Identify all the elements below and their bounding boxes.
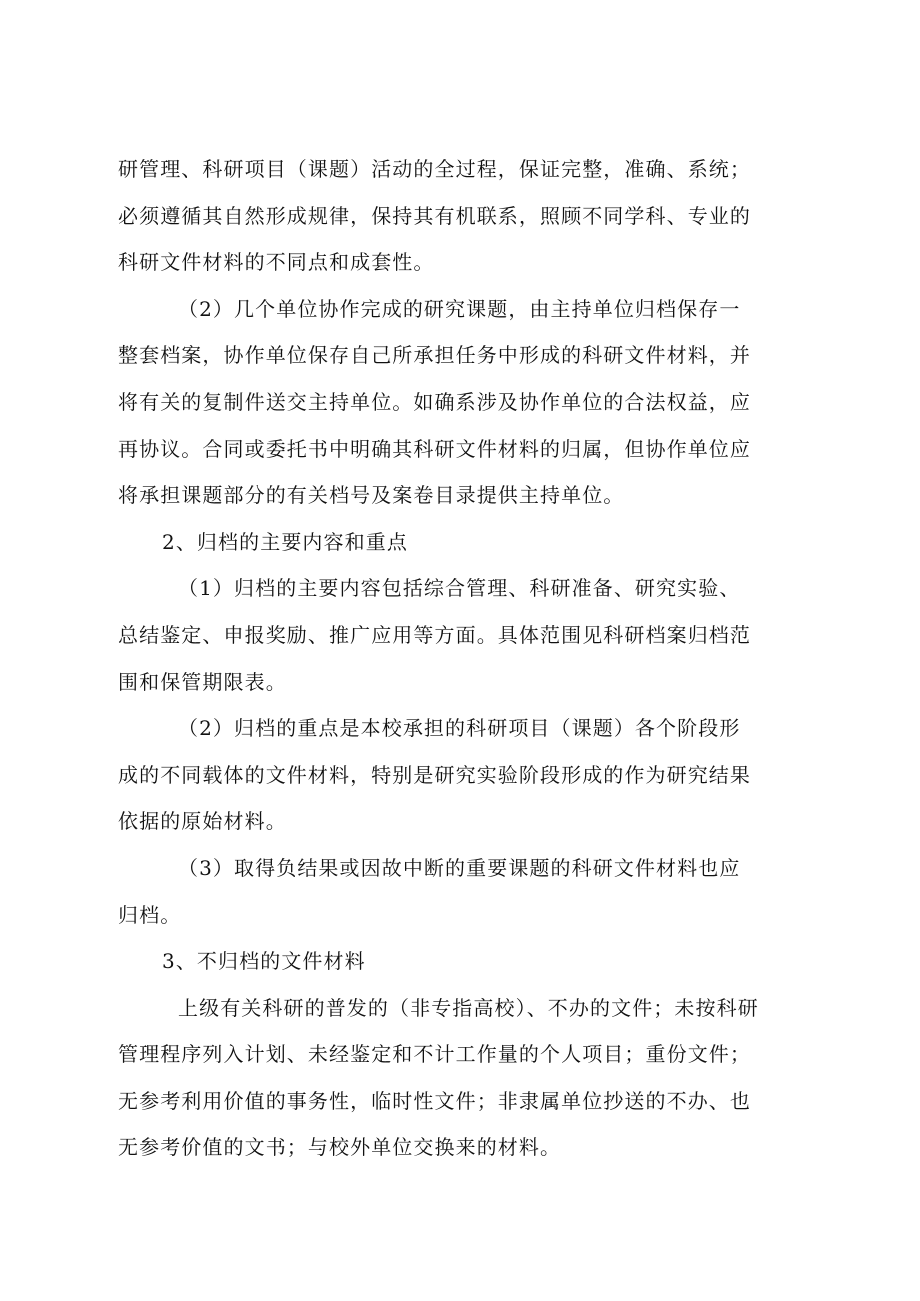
- paragraph-start: （1）归档的主要内容包括综合管理、科研准备、研究实验、: [178, 576, 741, 601]
- text-line: 无参考利用价值的事务性，临时性文件；非隶属单位抄送的不办、也: [118, 1088, 751, 1113]
- paragraph-start: （3）取得负结果或因故中断的重要课题的科研文件材料也应: [178, 855, 741, 880]
- text-line: 再协议。合同或委托书中明确其科研文件材料的归属，但协作单位应: [118, 436, 751, 461]
- text-line: 必须遵循其自然形成规律，保持其有机联系，照顾不同学科、专业的: [118, 203, 751, 228]
- document-body: [118, 146, 803, 1171]
- paragraph-start: 上级有关科研的普发的（非专指高校）、不办的文件；未按科研: [178, 995, 759, 1020]
- text-line: 总结鉴定、申报奖励、推广应用等方面。具体范围见科研档案归档范: [118, 622, 751, 647]
- text-line: 归档。: [118, 902, 182, 927]
- text-line: 围和保管期限表。: [118, 669, 287, 694]
- text-line: 科研文件材料的不同点和成套性。: [118, 250, 435, 275]
- text-line: 整套档案，协作单位保存自己所承担任务中形成的科研文件材料，并: [118, 343, 751, 368]
- text-line: 成的不同载体的文件材料，特别是研究实验阶段形成的作为研究结果: [118, 762, 751, 787]
- text-line: 研管理、科研项目（课题）活动的全过程，保证完整，准确、系统；: [118, 157, 751, 181]
- section-heading: 3、不归档的文件材料: [162, 949, 366, 974]
- paragraph-start: （2）归档的重点是本校承担的科研项目（课题）各个阶段形: [178, 716, 741, 741]
- text-line: 依据的原始材料。: [118, 809, 287, 834]
- text-line: 将有关的复制件送交主持单位。如确系涉及协作单位的合法权益，应: [118, 389, 751, 414]
- text-line: 无参考价值的文书；与校外单位交换来的材料。: [118, 1135, 562, 1160]
- section-heading: 2、归档的主要内容和重点: [162, 529, 408, 554]
- paragraph-start: （2）几个单位协作完成的研究课题，由主持单位归档保存一: [178, 296, 741, 321]
- text-line: 管理程序列入计划、未经鉴定和不计工作量的个人项目；重份文件；: [118, 1042, 751, 1067]
- text-line: 将承担课题部分的有关档号及案卷目录提供主持单位。: [118, 483, 625, 508]
